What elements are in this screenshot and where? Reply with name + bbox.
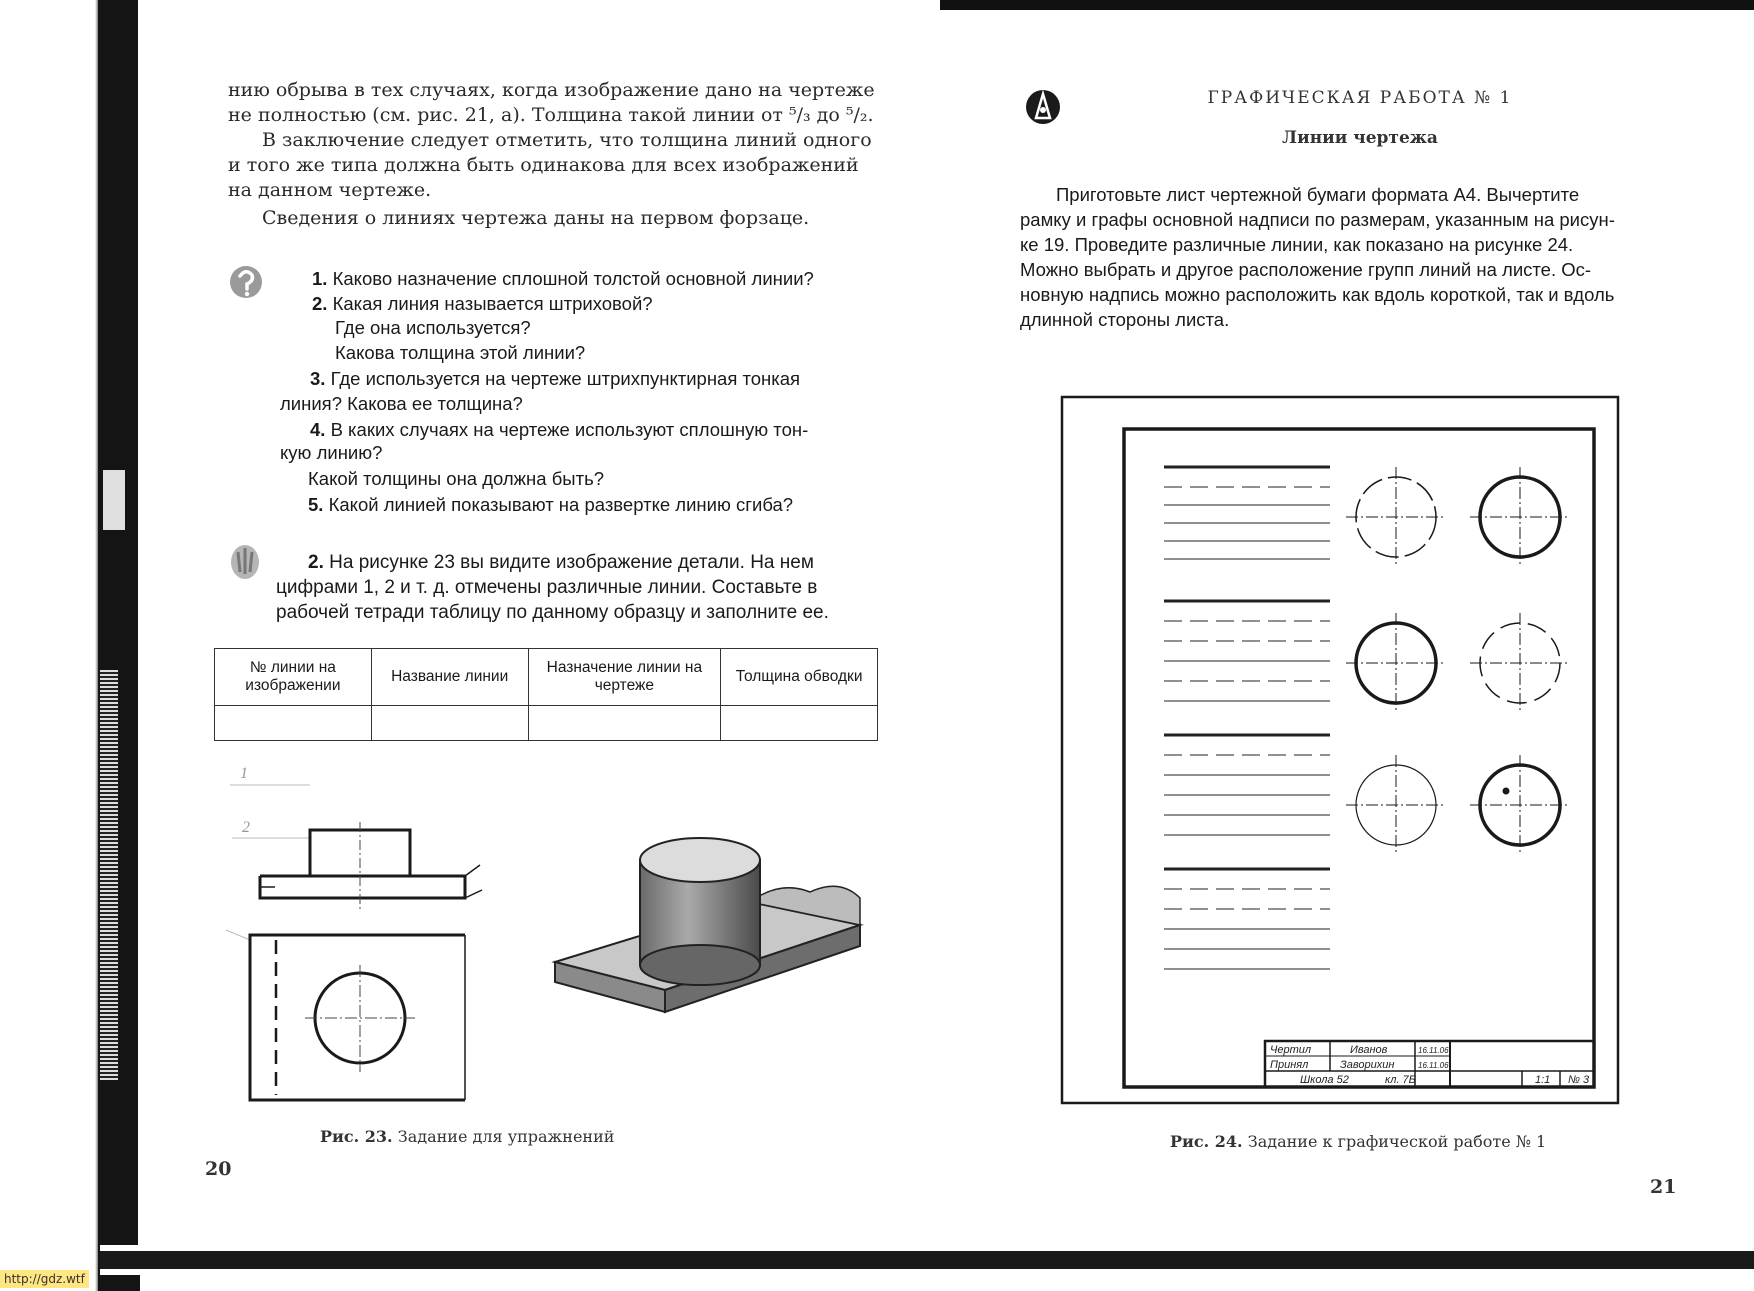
paragraph-line: В заключение следует отметить, что толщина линий одного [262,129,872,151]
title-block-cell: 16.11.06 [1418,1061,1449,1070]
bottom-scan-edge [100,1245,1754,1275]
title-block-cell: Иванов [1350,1044,1388,1056]
figure-23-drawing [220,750,880,1146]
paragraph-line: нию обрыва в тех случаях, когда изображение дано на чертеже [228,79,875,101]
top-view [250,935,465,1100]
title-block-cell: кл. 7Б [1385,1074,1416,1086]
question-3-cont: линия? Какова ее толщина? [280,393,523,414]
title-block-cell: Принял [1270,1059,1309,1071]
page-number-right: 21 [1650,1176,1677,1198]
body-line: рамку и графы основной надписи по размерам, указанным на рисун- [1020,209,1615,230]
question-3: 3. Где используется на чертеже штрихпунктирная тонкая [310,368,801,389]
table-cell [528,706,721,741]
body-line: Приготовьте лист чертежной бумаги формата А4. Вычертите [1056,184,1580,205]
title-block-cell: Заворихин [1340,1059,1395,1071]
line-groups [1164,467,1330,969]
figure-23-caption: Рис. 23. Задание для упражнений [320,1127,615,1146]
table-header-row [215,649,878,706]
top-scan-edge [940,0,1754,10]
title-block-cell: Чертил [1270,1044,1312,1056]
title-block-cell: № 3 [1568,1074,1590,1086]
body-line: ке 19. Проведите различные линии, как показано на рисунке 24. [1020,234,1574,255]
source-watermark[interactable]: http://gdz.wtf [0,1270,89,1288]
question-2-cont: Какова толщина этой линии? [335,342,586,363]
figure-labels [240,765,250,836]
circle-exercises [1346,467,1570,855]
paragraph-line: не полностью (см. рис. 21, а). Толщина такой линии от ⁵/₃ до ⁵/₂. [228,104,874,126]
table-row [215,706,878,741]
leader-lines [226,785,310,940]
table-header: Название линии [371,649,528,706]
paragraph-line: на данном чертеже. [228,179,432,201]
title-block-cell: Школа 52 [1300,1074,1349,1086]
figure-label-1: 1 [240,765,248,782]
body-line: новную надпись можно расположить как вдоль короткой, так и вдоль [1020,284,1615,305]
isometric-part [555,838,860,1012]
task-2: 2. На рисунке 23 вы видите изображение детали. На нем [308,552,814,573]
table-header: № линии на изображении [215,649,372,706]
figure-24-drawing-sheet [1060,395,1640,1215]
task-hands-icon [228,542,262,582]
question-icon [228,262,264,302]
question-4: 4. В каких случаях на чертеже используют сплошную тон- [310,419,809,440]
spine-ruler-edge [100,670,118,1080]
table-header: Толщина обводки [721,649,878,706]
body-line: длинной стороны листа. [1020,309,1230,330]
paragraph-line: Сведения о линиях чертежа даны на первом форзаце. [262,207,810,229]
question-5: 5. Какой линией показывают на развертке линию сгиба? [308,494,794,515]
question-4-cont: Какой толщины она должна быть? [308,468,604,489]
page-number-left: 20 [205,1158,232,1180]
body-line: Можно выбрать и другое расположение групп линий на листе. Ос- [1020,259,1592,280]
question-2: 2. Какая линия называется штриховой? [312,293,653,314]
graphic-work-title: ГРАФИЧЕСКАЯ РАБОТА № 1 [1207,88,1513,108]
question-1: 1. Каково назначение сплошной толстой основной линии? [312,268,814,289]
figure-24-caption: Рис. 24. Задание к графической работе № 1 [1170,1132,1547,1151]
table-header: Назначение линии на чертеже [528,649,721,706]
spine-label-strip [103,470,125,530]
graphic-work-subtitle: Линии чертежа [1282,128,1438,148]
paragraph-line: и того же типа должна быть одинакова для всех изображений [228,154,859,176]
figure-label-2: 2 [242,819,250,836]
exercise-table [214,648,878,741]
task-2-line: цифрами 1, 2 и т. д. отмечены различные линии. Составьте в [276,577,818,598]
front-view [260,830,482,898]
table-cell [371,706,528,741]
title-block-cell: 16.11.06 [1418,1046,1449,1055]
table-cell [215,706,372,741]
question-4-cont: кую линию? [280,442,383,463]
question-2-cont: Где она используется? [335,317,531,338]
table-cell [721,706,878,741]
task-2-line: рабочей тетради таблицу по данному образцу и заполните ее. [276,602,829,623]
title-block [1265,1041,1594,1087]
graphic-work-icon [1024,88,1062,126]
title-block-cell: 1:1 [1535,1074,1551,1086]
book-spine [98,0,140,1291]
